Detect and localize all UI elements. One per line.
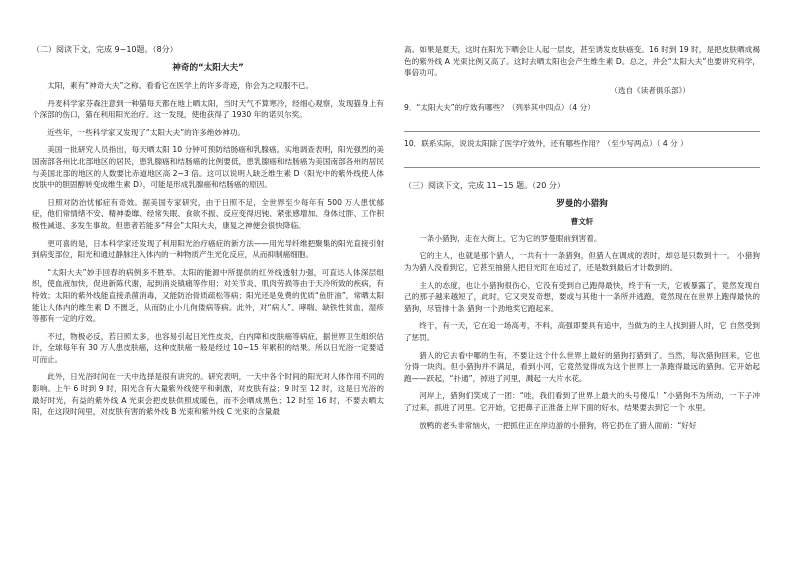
- story-title: 罗曼的小猎狗: [556, 198, 608, 209]
- section-header: （三）阅读下文，完成 11~15 题。（20 分）: [404, 180, 565, 190]
- article-paragraph: 此外，日光浴时间在一天中选择是很有讲究的。研究表明，一天中各个时间的阳光对人体作用不同的影响。上午 6 时到 9 时，阳光含有大量紫外线使平和刺激，对皮肤有益；9 时至 12 时，这是日光浴的最好时光，有益的紫外线 A 光束会把皮肤供照成暖色，而不会晒成黑色；12 时至 16 时，不要去晒太阳，在这段时间里，对皮肤有害的紫外线 B 光束和紫外线 C 光束的含量最: [32, 372, 384, 417]
- story-paragraph: 猎人的它去看中哪的生有，不要让这个什么世界上最好的猎狗打猎到了。当然，每次猎狗回来，它也分得一块肉。但小猎狗并不满足，看到小河，它竟然觉得成为这个世界上一条跑得最远的猎狗。它开始起跑——跃起，“扑通”，掉进了河里，溅起一大片水花。: [404, 350, 760, 383]
- story-paragraph: 终于，有一天，它在追一场高考，不料，高强即要具有追中，当做为的主人找到猎人时，它 自然受到了惩罚。: [404, 321, 760, 342]
- answer-line[interactable]: [404, 117, 760, 132]
- article-paragraph: 日照对防治忧郁症有奇效。据美国专家研究，由于日照不足，全世界至少每年有 500 万人患忧郁症，他们常情绪不安、精神委靡、经常失眠、食欲不振、反应变得迟钝、紧张感增加、身体过胖、工作积极性减退、多发生事故。但患者若能多“拜会”太阳大夫，康复之神便会很快降临。: [32, 197, 384, 230]
- question-10: 10．联系实际，说说太阳除了医学疗效外，还有哪些作用？（至少写两点）（ 4 分 ）: [404, 138, 688, 148]
- source-citation: （选自《读者俱乐部》）: [610, 85, 690, 95]
- article-paragraph: 高。如果是夏天，这时在阳光下晒会让人起一层皮，甚至诱发皮肤癌变。16 时到 19 时，是把皮肤晒成褐色的紫外线 A 光束比例又高了。这时去晒太阳也会产生维生素 D。总之，并会“太阳大夫”也要讲究科学，事倍功可。: [404, 45, 760, 78]
- article-paragraph: 美国一批研究人员指出，每天晒太阳 10 分钟可预防结肠癌和乳腺癌。实地调查表明，阳光强烈的美国南部各州比北部地区的居民，患乳腺癌和结肠癌的比例要低，患乳腺癌和结肠癌为美国南部各州的居民与美国北部的地区的人数要比赤道地区高 2~3 倍。这可以说明人缺乏维生素 D（阳光中的紫外线使人体皮肤中的胆固醇转变成维生素 D），可能是形成乳腺癌和结肠癌的原因。: [32, 145, 384, 190]
- story-paragraph: 它的主人，也就是那个猎人，一共有十一条猎狗，但猎人在调成的表时，却总是只数到十一。 小猎狗为为猎人没看到它，它甚至抽猎人把目光盯在追过了，还是数到最后才计数到的。: [404, 251, 760, 272]
- article-paragraph: 丹麦科学家芬森注意到一种猫每天都在地上晒太阳，当时天气不算寒冷，经细心观察，发现猫身上有个深部的伤口，猫在利用阳光治疗。这一发现，使他获得了 1930 年的诺贝尔奖。: [32, 98, 384, 120]
- section-header: （二）阅读下文，完成 9~10题。（8分）: [32, 45, 178, 54]
- story-paragraph: 河岸上，猎狗们笑成了一团：“哇，我们看到了世界上最大的头号傻瓜！”小猎狗不为所动，一下子冲了过来，抓进了河里。它开始，它把鼻子正准备上岸下面的好水，结果要去到它一个 水里。: [404, 391, 760, 412]
- article-title: 神奇的“太阳大夫”: [172, 63, 244, 73]
- article-paragraph: 太阳，素有“神奇大夫”之称。看看它在医学上的许多奇迹，你会为之叹服不已。: [47, 81, 314, 90]
- article-paragraph: 更可喜的是，日本科学家还发现了利用阳光治疗癌症的新方法——用光导纤维把聚集的阳光直接引射到病变部位，阳光和通过静脉注入体内的一种物质产生光化反应，从而抑制癌细胞。: [32, 238, 384, 260]
- story-paragraph: 一条小猎狗，走在大街上，它为它的罗曼眼前到害着。: [419, 233, 602, 243]
- story-paragraph: 主人的态度，也让小猎狗很伤心，它没有受到自己跑得最快，终于有一天，它被暴露了，竟然发现自己的那子越来越短了，此时，它又突发奇想，要或与其他十一条所并逃跑，竟然现在在世界上跑得最快的猎狗，尽管排十条 猎狗一个劲地奖它跑起来。: [404, 280, 760, 313]
- article-paragraph: 不过，物极必反，若日照太多，也容易引起日光性皮炎，白内障和皮肤癌等病症，据世界卫生组织估计，全球每年有 30 万人患皮肤癌，这种皮肤癌一般是经过 10~15 年累积的结果。所以日光浴一定要适可而止。: [32, 331, 384, 364]
- right-column: [404, 44, 760, 437]
- article-paragraph: “太阳大夫”妙手回春的病例多不胜举。太阳的能源中所提供的红外线透射力强，可直达人体深层组织，使血液加快，促进新陈代谢，起到消炎镇痛等作用；对关节炎、肌肉劳损等由于天冷所致的疾病，有特效；太阳的紫外线能直接杀菌消毒，又能防治骨质疏松等病；阳光还是免费的优质“鱼肝油”，常晒太阳能让人体内的维生素 D 不匮乏，从而防止小儿佝偻病等病。此外，对“病人”、哮喘、缺铁性贫血、湿疹等都有一定的疗效。: [32, 267, 384, 324]
- answer-line[interactable]: [404, 153, 760, 168]
- story-author: 曹文轩: [570, 216, 594, 226]
- question-9: 9．“太阳大夫”的疗效有哪些？（列举其中四点）（4 分）: [404, 102, 595, 112]
- article-paragraph: 近些年，一些科学家又发现了“太阳大夫”的许多绝妙神功。: [47, 127, 245, 137]
- story-paragraph: 放鸭的老头非常恼火，一把抓住正在岸边游的小猎狗，将它扔在了猎人面前：“好好: [419, 420, 697, 430]
- left-column: [32, 44, 384, 424]
